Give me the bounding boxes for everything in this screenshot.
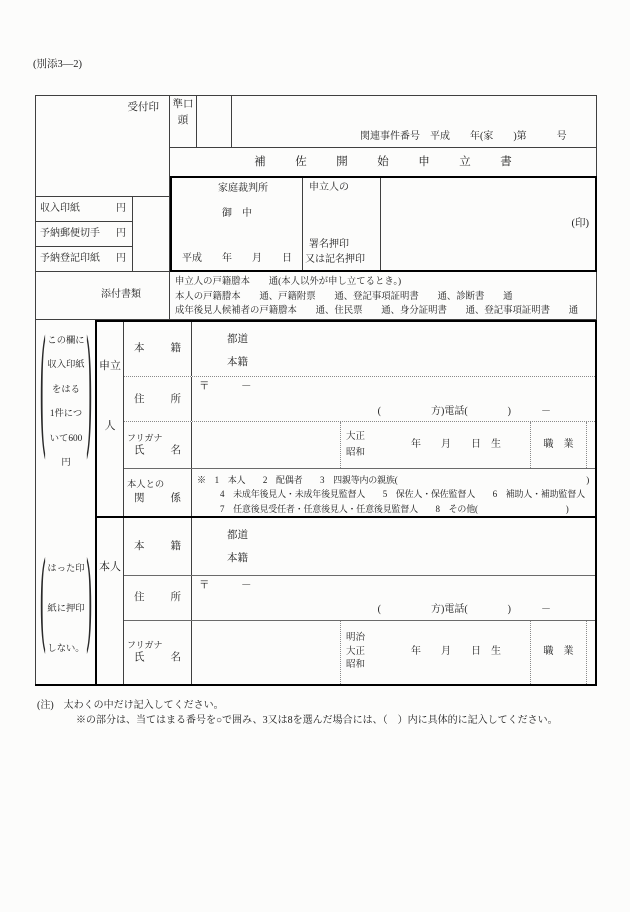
- stamp-fee-note-text: [47, 329, 84, 476]
- signature-label-cell: [303, 178, 381, 270]
- signature-area: [381, 178, 595, 270]
- honseki-label: [124, 518, 192, 575]
- note-line: しない。: [47, 644, 85, 654]
- subject-section: [95, 518, 597, 686]
- receipt-stamp-label: 受付印: [127, 102, 159, 113]
- fee-side-cell: [133, 197, 170, 272]
- occupation-label: 職 業: [530, 621, 587, 684]
- occupation-label: 職 業: [530, 422, 587, 467]
- fee-row-postage: [35, 222, 133, 247]
- attachments-line-1: 申立人の戸籍謄本 通(本人以外が申し立てるとき。): [175, 277, 402, 287]
- applicant-section: [95, 320, 597, 518]
- fee-row-registration-stamp: [35, 247, 133, 272]
- note-line: 紙に押印: [47, 604, 85, 614]
- subject-name-row: [124, 621, 595, 684]
- note-line: 1件につ: [49, 409, 83, 419]
- relation-line-3: 7 任意後見受任者・任意後見人・任意後見監督人 8 その他( ): [220, 503, 569, 514]
- court-cell: [172, 178, 303, 270]
- postal-code-hint: 〒 －: [199, 580, 252, 592]
- era-option: 大正: [346, 431, 366, 442]
- onchu-label: 御 中: [222, 207, 252, 219]
- footer-note-2: ※の部分は、当てはまる番号を○で囲み、3又は8を選んだ場合には、（ ）内に具体的に記入してください。: [76, 715, 558, 726]
- label-char: 名: [170, 444, 181, 456]
- attachments-content-cell: [170, 272, 597, 320]
- fee-label: 予納登記印紙: [40, 252, 100, 264]
- subject-honseki-row: [124, 518, 595, 576]
- applicant-relation-row: [124, 469, 595, 517]
- receipt-stamp-cell: [35, 95, 170, 197]
- court-signature-box: [170, 176, 597, 272]
- bracket-right-icon: ): [85, 316, 93, 477]
- label-char: 住: [134, 393, 145, 405]
- prefecture-hint: 都道: [227, 530, 248, 541]
- court-label: 家庭裁判所: [218, 183, 268, 194]
- name-blank-area: [192, 422, 340, 467]
- applicant-honseki-row: [124, 322, 595, 377]
- note-line: はった印: [47, 564, 85, 574]
- name-field: [192, 422, 595, 467]
- label-char: 氏: [134, 652, 145, 664]
- era-options: [340, 621, 402, 684]
- name-label: [124, 422, 192, 467]
- date-line: 平成 年 月 日: [182, 252, 292, 264]
- bracket-left-icon: (: [39, 316, 47, 477]
- fee-label: 収入印紙: [40, 202, 80, 214]
- label-char: 係: [170, 492, 181, 504]
- subject-person-label: 本人: [97, 518, 124, 684]
- related-case-number: 関連事件番号 平成 年(家 )第 号: [360, 130, 567, 142]
- label-char: 所: [170, 592, 181, 604]
- birthdate-hint: 年 月 日 生: [411, 438, 501, 450]
- applicant-address-row: [124, 377, 595, 422]
- name-label: [124, 621, 192, 684]
- honseki-field: [192, 518, 595, 575]
- sign-line-2: 署名押印: [309, 239, 349, 250]
- note-line: 円: [61, 458, 71, 468]
- applicant-person-label: 申立人: [97, 322, 124, 516]
- related-case-cell: [232, 95, 597, 148]
- doc-ref: (別添3—2): [33, 59, 82, 70]
- form-title-row: [170, 148, 597, 176]
- relation-line-1: ※ 1 本人 2 配偶者 3 四親等内の親族(: [197, 474, 398, 485]
- no-seal-note: [35, 542, 97, 668]
- empty-cell: [197, 95, 232, 148]
- label-char: 籍: [170, 343, 181, 355]
- phone-hint: ( 方)電話( ) －: [377, 405, 551, 417]
- subject-address-row: [124, 576, 595, 620]
- attachments-line-3: 成年後見人候補者の戸籍謄本 通、住民票 通、身分証明書 通、登記事項証明書 通: [175, 306, 579, 316]
- honseki-label: [124, 322, 192, 376]
- relation-line-2: 4 未成年後見人・未成年後見監督人 5 保佐人・保佐監督人 6 補助人・補助監督人: [220, 489, 585, 500]
- sign-line-1: 申立人の: [309, 182, 349, 193]
- label-char: 氏: [134, 444, 145, 456]
- era-option: 昭和: [346, 447, 366, 458]
- stamp-fee-note: [35, 316, 97, 478]
- no-seal-note-text: [47, 549, 84, 669]
- era-option: 昭和: [346, 660, 366, 671]
- fee-unit: 円: [116, 227, 126, 239]
- bracket-right-icon: ): [85, 542, 93, 667]
- stamp-mark: (印): [571, 218, 589, 230]
- label-char: 本: [134, 343, 145, 355]
- relation-field: [192, 469, 595, 517]
- fee-row-revenue-stamp: [35, 197, 133, 222]
- sign-line-3: 又は記名押印: [305, 253, 365, 265]
- attachments-line-2: 本人の戸籍謄本 通、戸籍附票 通、登記事項証明書 通、診断書 通: [175, 291, 513, 302]
- address-field: [192, 377, 595, 421]
- margin-notes-column: [35, 316, 97, 686]
- footer-note-1: (注) 太わくの中だけ記入してください。: [37, 700, 224, 711]
- fee-unit: 円: [116, 252, 126, 264]
- label-char: 籍: [170, 541, 181, 553]
- honseki-hint: 本籍: [227, 553, 248, 564]
- label-char: 本: [134, 541, 145, 553]
- label-char: 関: [134, 492, 145, 504]
- prefecture-hint: 都道: [227, 334, 248, 345]
- furigana-label: フリガナ: [127, 432, 163, 443]
- applicant-name-row: [124, 422, 595, 468]
- era-option: 大正: [346, 646, 366, 657]
- address-label: [124, 576, 192, 619]
- note-line: いて600: [49, 433, 83, 444]
- note-line: 収入印紙: [47, 360, 85, 370]
- form-title: 補 佐 開 始 申 立 書: [254, 155, 521, 168]
- label-char: 住: [134, 592, 145, 604]
- birthdate-hint: 年 月 日 生: [411, 646, 501, 658]
- address-label: [124, 377, 192, 421]
- label-char: 所: [170, 393, 181, 405]
- spacer: [587, 422, 595, 467]
- fee-label: 予納郵便切手: [40, 227, 100, 239]
- era-option: 明治: [346, 633, 366, 644]
- note-line: をはる: [52, 384, 80, 395]
- honseki-field: [192, 322, 595, 376]
- name-field: [192, 621, 595, 684]
- relation-label: [124, 469, 192, 517]
- era-options: [340, 422, 402, 467]
- relation-label-top: 本人との: [127, 479, 165, 490]
- address-field: [192, 576, 595, 619]
- relation-line-1-end: ): [586, 474, 589, 485]
- spacer: [587, 621, 595, 684]
- semi-oral-cell: 準口頭: [170, 95, 197, 148]
- attachments-label: 添付書類: [101, 289, 141, 301]
- note-line: この欄に: [47, 335, 85, 346]
- furigana-label: フリガナ: [127, 640, 163, 651]
- postal-code-hint: 〒 －: [199, 381, 252, 393]
- attachments-label-cell: [35, 272, 170, 320]
- honseki-hint: 本籍: [227, 357, 248, 368]
- phone-hint: ( 方)電話( ) －: [377, 604, 551, 616]
- bracket-left-icon: (: [39, 542, 47, 667]
- label-char: 名: [170, 652, 181, 664]
- fee-unit: 円: [116, 202, 126, 214]
- name-blank-area: [192, 621, 340, 684]
